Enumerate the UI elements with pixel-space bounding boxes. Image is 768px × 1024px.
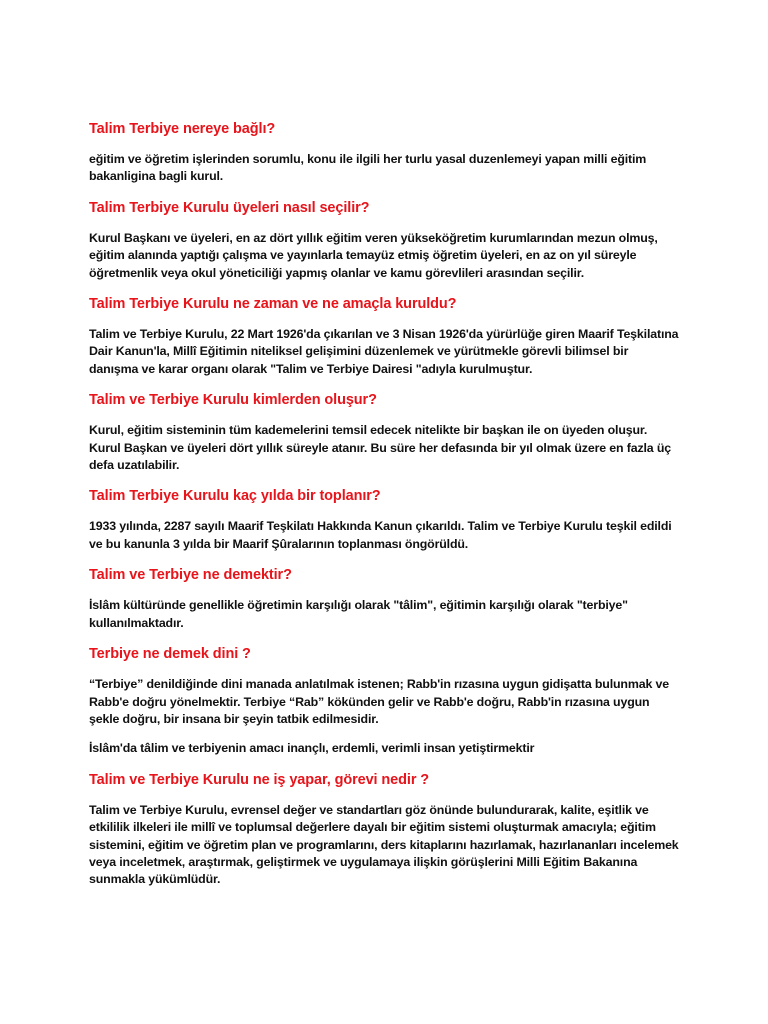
section-heading: Talim ve Terbiye Kurulu kimlerden oluşur? <box>89 392 377 409</box>
section-heading: Talim Terbiye Kurulu kaç yılda bir toplanır? <box>89 488 381 505</box>
section-heading: Talim Terbiye nereye bağlı? <box>89 121 276 137</box>
section-heading: Talim ve Terbiye ne demektir? <box>89 567 292 584</box>
section-paragraph: Kurul Başkanı ve üyeleri, en az dört yıllık eğitim veren yükseköğretim kurumlarından mezun olmuş, eğitim alanında yaptığı çalışma ve yayınlarla temayüz etmiş öğretim üyeleri, en az on yıl süreyle öğretmenlik veya okul yöneticiliği yapmış olanlar ve kamu görevlileri arasından seçilir. <box>89 230 658 280</box>
section-paragraph: Kurul, eğitim sisteminin tüm kademelerini temsil edecek nitelikte bir başkan ile on üyeden oluşur. Kurul Başkan ve üyeleri dört yıllık süreyle atanır. Bu süre her defasında bir yıl olmak üzere en fazla üç defa uzatılabilir. <box>89 423 671 473</box>
section-paragraph: eğitim ve öğretim işlerinden sorumlu, konu ile ilgili her turlu yasal duzenlemeyi yapan milli eğitim bakanligina bagli kurul. <box>89 152 647 184</box>
section-paragraph: Talim ve Terbiye Kurulu, evrensel değer ve standartları göz önünde bulundurarak, kalite, eşitlik ve etkililik ilkeleri ile millî ve toplumsal değerlere dayalı bir eğitim sistemi oluşturmak amacıyla; eğitim sistemini, eğitim ve öğretim plan ve programlarını, ders kitaplarını hazırlamak, hazırlananları incelemek veya inceletmek, araştırmak, geliştirmek ve uygulamaya ilişkin görüşlerini Milli Eğitim Bakanına sunmakla yükümlüdür. <box>89 802 679 887</box>
section-heading: Terbiye ne demek dini ? <box>89 646 251 663</box>
section-paragraph: “Terbiye” denildiğinde dini manada anlatılmak istenen; Rabb'in rızasına uygun gidişatta bulunmak ve Rabb'e doğru yönelmektir. Terbiye “Rab” kökünden gelir ve Rabb'e doğru, Rabb'in rızasına uygun şekle doğru, bir insana bir şeyin tatbik edilmesidir. <box>89 677 669 726</box>
section-heading: Talim Terbiye Kurulu ne zaman ve ne amaçla kuruldu? <box>89 296 457 313</box>
section-heading: Talim Terbiye Kurulu üyeleri nasıl seçilir? <box>89 199 370 216</box>
section-paragraph: İslâm kültüründe genellikle öğretimin karşılığı olarak "tâlim", eğitimin karşılığı olarak "terbiye" kullanılmaktadır. <box>89 598 628 630</box>
section-paragraph: İslâm'da tâlim ve terbiyenin amacı inançlı, erdemli, verimli insan yetiştirmektir <box>89 741 535 756</box>
section-paragraph: 1933 yılında, 2287 sayılı Maarif Teşkilatı Hakkında Kanun çıkarıldı. Talim ve Terbiye Kurulu teşkil edildi ve bu kanunla 3 yılda bir Maarif Şûralarının toplanması öngörüldü. <box>89 519 672 551</box>
section-paragraph: Talim ve Terbiye Kurulu, 22 Mart 1926'da çıkarılan ve 3 Nisan 1926'da yürürlüğe giren Maarif Teşkilatına Dair Kanun'la, Millî Eğitimin niteliksel gelişimini düzenlemek ve yürütmekle görevli bilimsel bir danışma ve karar organı olarak "Talim ve Terbiye Dairesi "adıyla kurulmuştur. <box>89 327 679 376</box>
section-heading: Talim ve Terbiye Kurulu ne iş yapar, görevi nedir ? <box>89 771 430 788</box>
document-content <box>89 119 679 901</box>
